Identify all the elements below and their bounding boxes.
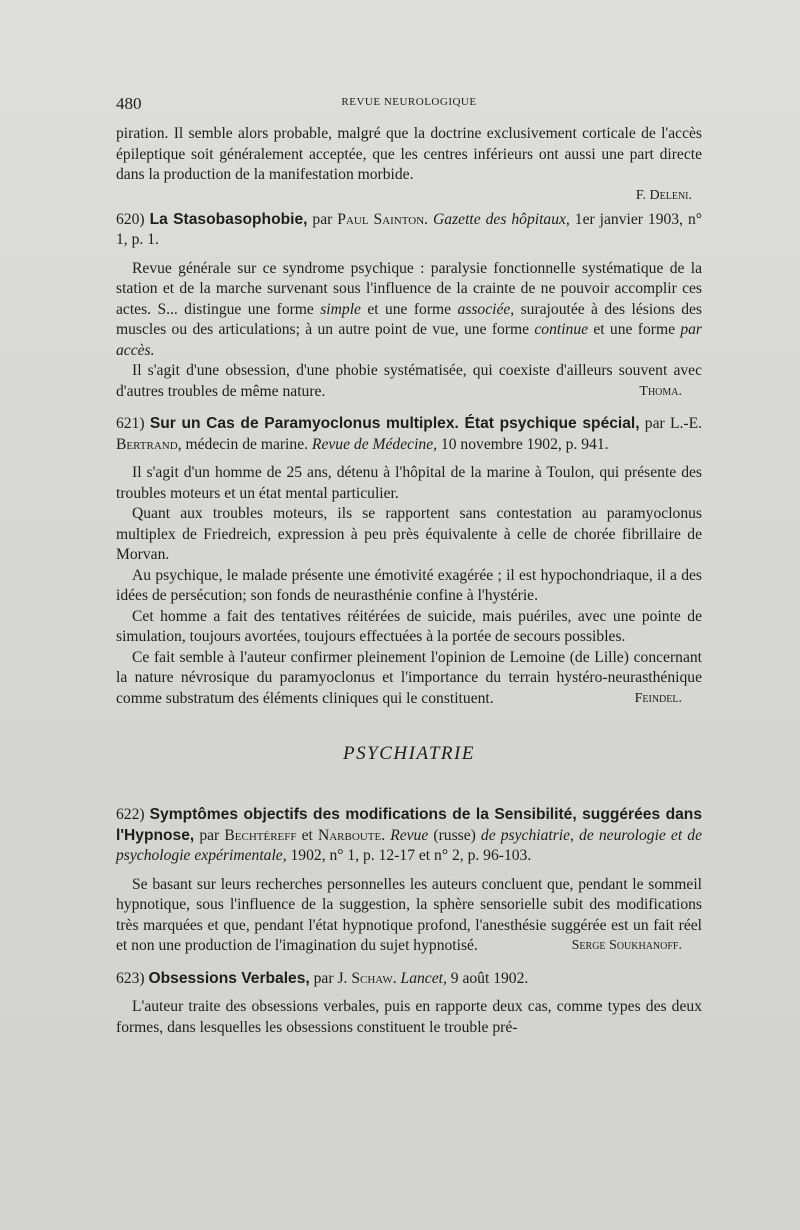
entry-622-signature: Serge Soukhanoff. <box>571 938 682 953</box>
entry-623-ref: 9 août 1902. <box>446 969 529 987</box>
entry-623-journal: Lancet, <box>400 969 447 987</box>
entry-620-ref: 1er janvier 1903, n° 1, p. 1. <box>116 210 702 248</box>
entry-620-p2: Il s'agit d'une obsession, d'une phobie systématisée, qui coexiste d'ailleurs souvent avec d'autres troubles de même nature. <box>116 362 702 400</box>
entry-620-paragraph-2 <box>116 361 702 402</box>
intro-signature: F. Deleni. <box>635 187 692 203</box>
entry-622-by: par <box>194 826 225 844</box>
entry-620-heading: 620) La Stasobasophobie, par Paul Sainton. Gazette des hôpitaux, 1er janvier 1903, n° 1, p. 1. <box>116 210 702 248</box>
running-title: REVUE NEUROLOGIQUE <box>341 96 477 108</box>
entry-623-title: Obsessions Verbales, <box>148 969 310 987</box>
entry-621-p5: Ce fait semble à l'auteur confirmer pleinement l'opinion de Lemoine (de Lille) concernant la nature névrosique du paramyoclonus et l'importance du terrain hystéro-neurasthénique comme substratum des éléments cliniques qui le constituent. <box>116 648 702 707</box>
entry-621-ref: 10 novembre 1902, p. 941. <box>437 435 609 453</box>
entry-621-paragraph-5 <box>116 648 702 710</box>
entry-623-paragraph-1: L'auteur traite des obsessions verbales, puis en rapporte deux cas, comme types des deux formes, dans lesquelles les obsessions constituent le trouble pré- <box>116 998 702 1036</box>
entry-621-paragraph-1: Il s'agit d'un homme de 25 ans, détenu à l'hôpital de la marine à Toulon, qui présente des troubles moteurs et un état mental particulier. <box>116 464 702 502</box>
entry-622-paragraph-1 <box>116 875 702 957</box>
entry-623-by: par <box>309 969 338 987</box>
entry-621-signature: Feindel. <box>634 690 682 706</box>
entry-620-p1-simple: simple <box>320 300 361 318</box>
entry-623-sep: . <box>392 969 401 987</box>
entry-620-p1-c: surajoutée à des lésions des muscles ou des articulations; à un autre point de vue, une forme <box>116 300 702 338</box>
page-number: 480 <box>116 94 142 113</box>
entry-622-number: 622) <box>116 806 145 823</box>
entry-621-role: , médecin de marine. <box>177 435 312 453</box>
entry-620-paragraph-1 <box>116 259 702 362</box>
entry-622-lang: (russe) <box>428 826 481 844</box>
entry-620-p1-continue: continue <box>534 321 589 338</box>
entry-620-p1-b: et une forme <box>360 300 458 318</box>
entry-621-paragraph-3: Au psychique, le malade présente une émotivité exagérée ; il est hypochondriaque, il a des idées de persécution; son fonds de neurasthénie confine à l'hystérie. <box>116 566 702 604</box>
entry-622-author-1: Bechtéreff <box>224 826 297 844</box>
section-heading: PSYCHIATRIE <box>343 743 475 764</box>
entry-620-p1-associee: associée, <box>457 300 515 318</box>
entry-620-author: Paul Sainton <box>337 210 425 228</box>
entry-621-title: Sur un Cas de Paramyoclonus multiplex. État psychique spécial, <box>149 415 640 432</box>
running-head <box>116 94 702 118</box>
entry-620-p1-a: Revue générale sur ce syndrome psychique : paralysie fonctionnelle systématique de la station et de la marche survenant sous l'influence de la crainte de ne pouvoir accomplir ces actes. S... distingue une forme <box>116 259 702 318</box>
page-body <box>116 94 702 1038</box>
entry-622-heading <box>116 805 702 867</box>
entry-622-p1: Se basant sur leurs recherches personnelles les auteurs concluent que, pendant le sommeil hypnotique, sous l'influence de la suggestion, la sphère sensorielle subit des modifications très marquées et que, pendant l'état hypnotique profond, l'anesthésie suggérée est un fait réel et non une production de l'imagination du sujet hypnotisé. <box>116 875 702 954</box>
entry-622-ref: 1902, n° 1, p. 12-17 et n° 2, p. 96-103. <box>286 847 532 864</box>
entry-623-heading <box>116 969 702 990</box>
entry-620-number: 620) <box>116 210 145 228</box>
entry-621-paragraph-2: Quant aux troubles moteurs, ils se rapportent sans contestation au paramyoclonus multiplex de Friedreich, expression à peu près équivalente à celle de chorée fibrillaire de Morvan. <box>116 505 702 563</box>
entry-621-number: 621) <box>116 415 145 432</box>
entry-621-paragraph-4: Cet homme a fait des tentatives réitérées de suicide, mais puériles, avec une pointe de simulation, toujours avortées, toujours effectuées à la portée de secours possibles. <box>116 607 702 645</box>
intro-paragraph: piration. Il semble alors probable, malgré que la doctrine exclusivement corticale de l'accès épileptique soit généralement acceptée, que les centres inférieurs ont aussi une part directe dans la production de la manifestation morbide. <box>116 125 702 183</box>
entry-621-author: L.-E. Bertrand <box>116 415 702 453</box>
entry-621-by: par <box>639 415 670 432</box>
entry-620-by: par <box>307 210 338 228</box>
entry-620-p1-acces: par accès. <box>116 321 702 359</box>
entry-622-sep: . <box>381 826 391 844</box>
entry-622-author-2: Narboute <box>317 826 382 844</box>
entry-623-author: J. Schaw <box>337 969 393 987</box>
entry-622-and: et <box>296 826 318 844</box>
entry-622-journal-2: de psychiatrie, de neurologie et de psychologie expérimentale, <box>116 826 702 864</box>
entry-622-title: Symptômes objectifs des modifications de la Sensibilité, suggérées dans l'Hypnose, <box>116 806 702 844</box>
entry-620-title: La Stasobasophobie, <box>149 210 308 228</box>
entry-620-journal: Gazette des hôpitaux, <box>433 210 570 228</box>
entry-620-p1-d: et une forme <box>588 321 681 338</box>
entry-623-number: 623) <box>116 969 145 987</box>
entry-622-journal-1: Revue <box>390 826 429 844</box>
entry-621-journal: Revue de Médecine, <box>311 435 438 453</box>
entry-621-heading <box>116 414 702 455</box>
entry-620-signature: Thoma. <box>639 383 682 399</box>
